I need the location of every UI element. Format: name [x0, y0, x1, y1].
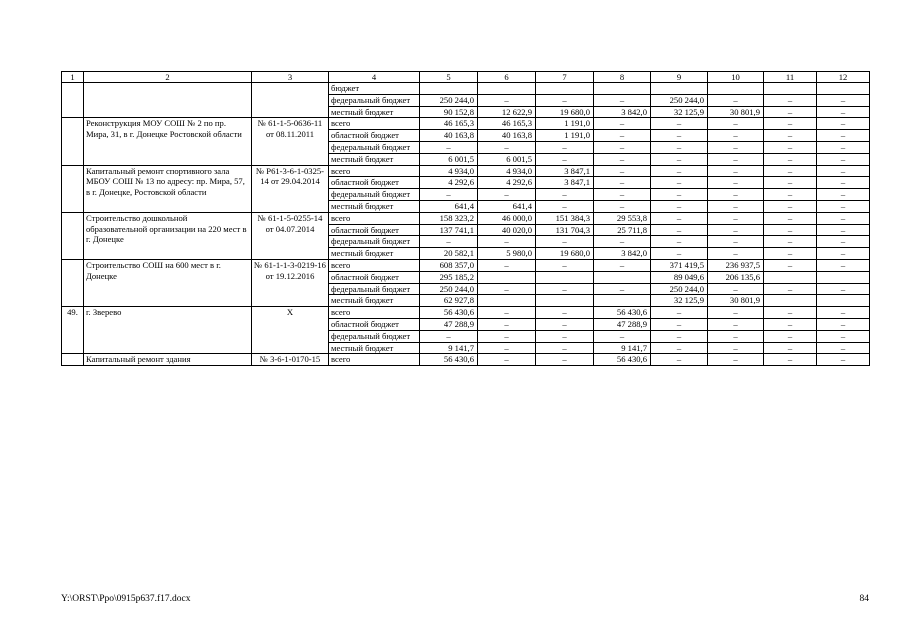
amount-cell: 3 842,0: [594, 106, 651, 118]
amount-cell: –: [478, 283, 536, 295]
amount-cell: –: [708, 94, 764, 106]
object-name-cell: [84, 83, 252, 118]
amount-cell: –: [594, 330, 651, 342]
document-number-cell: № 3-6-1-0170-15: [252, 354, 329, 366]
funding-source-cell: местный бюджет: [329, 295, 420, 307]
amount-cell: –: [764, 118, 817, 130]
amount-cell: 40 163,8: [420, 130, 478, 142]
table-row: [62, 307, 870, 319]
amount-cell: 6 001,5: [478, 153, 536, 165]
column-number-cell: 12: [817, 72, 870, 83]
amount-cell: –: [817, 212, 870, 224]
amount-cell: –: [708, 342, 764, 354]
amount-cell: [478, 83, 536, 95]
amount-cell: –: [478, 354, 536, 366]
amount-cell: –: [536, 236, 594, 248]
amount-cell: 25 711,8: [594, 224, 651, 236]
amount-cell: 3 847,1: [536, 177, 594, 189]
funding-source-cell: местный бюджет: [329, 153, 420, 165]
amount-cell: –: [651, 248, 708, 260]
amount-cell: [594, 271, 651, 283]
amount-cell: –: [817, 354, 870, 366]
amount-cell: –: [708, 283, 764, 295]
budget-table-sheet: [61, 71, 869, 366]
amount-cell: –: [708, 224, 764, 236]
amount-cell: –: [420, 189, 478, 201]
funding-source-cell: федеральный бюджет: [329, 330, 420, 342]
amount-cell: –: [651, 130, 708, 142]
amount-cell: –: [478, 141, 536, 153]
amount-cell: 4 292,6: [478, 177, 536, 189]
amount-cell: –: [594, 118, 651, 130]
amount-cell: –: [651, 165, 708, 177]
budget-table: [61, 71, 870, 366]
table-row: [62, 212, 870, 224]
document-number-cell: [252, 83, 329, 118]
funding-source-cell: всего: [329, 259, 420, 271]
amount-cell: 47 288,9: [420, 318, 478, 330]
amount-cell: –: [651, 236, 708, 248]
funding-source-cell: бюджет: [329, 83, 420, 95]
document-number-cell: № 61-1-5-0636-11 от 08.11.2011: [252, 118, 329, 165]
amount-cell: –: [708, 354, 764, 366]
amount-cell: –: [817, 236, 870, 248]
amount-cell: –: [420, 141, 478, 153]
amount-cell: –: [708, 330, 764, 342]
column-number-row: [62, 72, 870, 83]
amount-cell: 19 680,0: [536, 106, 594, 118]
object-name-cell: Капитальный ремонт здания: [84, 354, 252, 366]
amount-cell: –: [651, 224, 708, 236]
column-number-cell: 7: [536, 72, 594, 83]
amount-cell: –: [708, 200, 764, 212]
amount-cell: 206 135,6: [708, 271, 764, 283]
amount-cell: –: [708, 177, 764, 189]
amount-cell: –: [594, 153, 651, 165]
amount-cell: [536, 83, 594, 95]
amount-cell: 46 165,3: [420, 118, 478, 130]
column-number-cell: 11: [764, 72, 817, 83]
amount-cell: –: [478, 189, 536, 201]
amount-cell: 32 125,9: [651, 106, 708, 118]
amount-cell: –: [764, 318, 817, 330]
amount-cell: 9 141,7: [420, 342, 478, 354]
document-path: Y:\ORST\Ppo\0915p637.f17.docx: [61, 594, 191, 604]
amount-cell: –: [478, 330, 536, 342]
funding-source-cell: всего: [329, 118, 420, 130]
amount-cell: –: [817, 200, 870, 212]
amount-cell: –: [708, 141, 764, 153]
funding-source-cell: федеральный бюджет: [329, 141, 420, 153]
amount-cell: [764, 295, 817, 307]
amount-cell: 608 357,0: [420, 259, 478, 271]
amount-cell: 56 430,6: [420, 307, 478, 319]
amount-cell: –: [651, 153, 708, 165]
amount-cell: –: [764, 259, 817, 271]
amount-cell: –: [536, 200, 594, 212]
table-row: [62, 83, 870, 95]
amount-cell: –: [536, 141, 594, 153]
amount-cell: –: [594, 189, 651, 201]
amount-cell: –: [764, 283, 817, 295]
amount-cell: –: [594, 283, 651, 295]
amount-cell: –: [817, 153, 870, 165]
table-row: [62, 165, 870, 177]
amount-cell: –: [817, 177, 870, 189]
amount-cell: –: [708, 307, 764, 319]
amount-cell: –: [651, 354, 708, 366]
column-number-cell: 10: [708, 72, 764, 83]
amount-cell: 250 244,0: [651, 94, 708, 106]
document-number-cell: Х: [252, 307, 329, 354]
amount-cell: –: [478, 236, 536, 248]
amount-cell: 62 927,8: [420, 295, 478, 307]
amount-cell: –: [764, 224, 817, 236]
funding-source-cell: областной бюджет: [329, 130, 420, 142]
page-number: 84: [859, 594, 869, 604]
amount-cell: –: [708, 248, 764, 260]
item-number-cell: 49.: [62, 307, 84, 354]
amount-cell: 371 419,5: [651, 259, 708, 271]
amount-cell: –: [651, 118, 708, 130]
amount-cell: [478, 295, 536, 307]
column-number-cell: 1: [62, 72, 84, 83]
funding-source-cell: федеральный бюджет: [329, 283, 420, 295]
amount-cell: 56 430,6: [594, 307, 651, 319]
amount-cell: –: [764, 165, 817, 177]
amount-cell: –: [817, 165, 870, 177]
document-number-cell: № 61-1-1-3-0219-16 от 19.12.2016: [252, 259, 329, 306]
amount-cell: –: [536, 330, 594, 342]
funding-source-cell: местный бюджет: [329, 200, 420, 212]
amount-cell: 46 000,0: [478, 212, 536, 224]
amount-cell: [764, 83, 817, 95]
amount-cell: 6 001,5: [420, 153, 478, 165]
amount-cell: 12 622,9: [478, 106, 536, 118]
amount-cell: –: [536, 307, 594, 319]
amount-cell: –: [817, 259, 870, 271]
amount-cell: –: [764, 330, 817, 342]
amount-cell: –: [478, 307, 536, 319]
amount-cell: 89 049,6: [651, 271, 708, 283]
amount-cell: –: [708, 236, 764, 248]
amount-cell: 40 020,0: [478, 224, 536, 236]
amount-cell: –: [420, 330, 478, 342]
amount-cell: 641,4: [478, 200, 536, 212]
amount-cell: –: [817, 283, 870, 295]
amount-cell: –: [817, 330, 870, 342]
item-number-cell: [62, 212, 84, 259]
amount-cell: –: [817, 141, 870, 153]
amount-cell: –: [651, 200, 708, 212]
amount-cell: 250 244,0: [420, 94, 478, 106]
amount-cell: 29 553,8: [594, 212, 651, 224]
amount-cell: [420, 83, 478, 95]
item-number-cell: [62, 118, 84, 165]
amount-cell: –: [764, 236, 817, 248]
amount-cell: [817, 271, 870, 283]
item-number-cell: [62, 259, 84, 306]
column-number-cell: 2: [84, 72, 252, 83]
amount-cell: –: [594, 165, 651, 177]
amount-cell: –: [708, 118, 764, 130]
table-row: [62, 118, 870, 130]
amount-cell: 40 163,8: [478, 130, 536, 142]
amount-cell: –: [536, 259, 594, 271]
amount-cell: –: [817, 118, 870, 130]
funding-source-cell: федеральный бюджет: [329, 94, 420, 106]
table-body: [62, 72, 870, 366]
amount-cell: –: [536, 153, 594, 165]
amount-cell: 56 430,6: [594, 354, 651, 366]
amount-cell: 9 141,7: [594, 342, 651, 354]
amount-cell: 641,4: [420, 200, 478, 212]
amount-cell: –: [764, 130, 817, 142]
object-name-cell: Реконструкция МОУ СОШ № 2 по пр. Мира, 31, в г. Донецке Ростовской области: [84, 118, 252, 165]
amount-cell: –: [536, 283, 594, 295]
amount-cell: 250 244,0: [651, 283, 708, 295]
amount-cell: –: [764, 248, 817, 260]
amount-cell: –: [764, 177, 817, 189]
amount-cell: –: [817, 342, 870, 354]
amount-cell: –: [478, 259, 536, 271]
amount-cell: 1 191,0: [536, 130, 594, 142]
amount-cell: [817, 295, 870, 307]
funding-source-cell: федеральный бюджет: [329, 236, 420, 248]
amount-cell: 3 842,0: [594, 248, 651, 260]
amount-cell: –: [594, 130, 651, 142]
amount-cell: –: [708, 153, 764, 165]
amount-cell: –: [764, 200, 817, 212]
funding-source-cell: областной бюджет: [329, 224, 420, 236]
amount-cell: 32 125,9: [651, 295, 708, 307]
column-number-cell: 4: [329, 72, 420, 83]
amount-cell: 3 847,1: [536, 165, 594, 177]
amount-cell: –: [651, 342, 708, 354]
amount-cell: –: [651, 177, 708, 189]
amount-cell: –: [594, 141, 651, 153]
amount-cell: –: [764, 189, 817, 201]
amount-cell: [478, 271, 536, 283]
amount-cell: 1 191,0: [536, 118, 594, 130]
amount-cell: –: [817, 307, 870, 319]
funding-source-cell: местный бюджет: [329, 248, 420, 260]
funding-source-cell: областной бюджет: [329, 177, 420, 189]
amount-cell: –: [764, 153, 817, 165]
amount-cell: –: [764, 141, 817, 153]
amount-cell: –: [536, 94, 594, 106]
column-number-cell: 8: [594, 72, 651, 83]
object-name-cell: г. Зверево: [84, 307, 252, 354]
amount-cell: 19 680,0: [536, 248, 594, 260]
amount-cell: [651, 83, 708, 95]
amount-cell: –: [817, 94, 870, 106]
table-row: [62, 259, 870, 271]
funding-source-cell: всего: [329, 354, 420, 366]
amount-cell: 236 937,5: [708, 259, 764, 271]
amount-cell: [594, 83, 651, 95]
amount-cell: –: [420, 236, 478, 248]
funding-source-cell: местный бюджет: [329, 106, 420, 118]
object-name-cell: Строительство СОШ на 600 мест в г. Донецке: [84, 259, 252, 306]
amount-cell: –: [764, 106, 817, 118]
amount-cell: –: [594, 177, 651, 189]
amount-cell: –: [764, 212, 817, 224]
amount-cell: 158 323,2: [420, 212, 478, 224]
amount-cell: –: [764, 354, 817, 366]
amount-cell: –: [651, 189, 708, 201]
amount-cell: –: [764, 342, 817, 354]
amount-cell: 30 801,9: [708, 295, 764, 307]
amount-cell: –: [708, 165, 764, 177]
funding-source-cell: областной бюджет: [329, 318, 420, 330]
amount-cell: 4 934,0: [420, 165, 478, 177]
item-number-cell: [62, 354, 84, 366]
amount-cell: –: [651, 330, 708, 342]
amount-cell: –: [708, 189, 764, 201]
amount-cell: –: [478, 94, 536, 106]
funding-source-cell: областной бюджет: [329, 271, 420, 283]
amount-cell: [536, 271, 594, 283]
amount-cell: –: [536, 342, 594, 354]
amount-cell: 131 704,3: [536, 224, 594, 236]
table-row: [62, 354, 870, 366]
amount-cell: [764, 271, 817, 283]
amount-cell: 20 582,1: [420, 248, 478, 260]
amount-cell: –: [651, 141, 708, 153]
amount-cell: 90 152,8: [420, 106, 478, 118]
amount-cell: –: [651, 307, 708, 319]
item-number-cell: [62, 165, 84, 212]
funding-source-cell: всего: [329, 212, 420, 224]
amount-cell: –: [594, 200, 651, 212]
amount-cell: [817, 83, 870, 95]
amount-cell: 46 165,3: [478, 118, 536, 130]
amount-cell: 151 384,3: [536, 212, 594, 224]
amount-cell: –: [708, 130, 764, 142]
amount-cell: –: [594, 259, 651, 271]
amount-cell: –: [478, 318, 536, 330]
amount-cell: –: [708, 212, 764, 224]
amount-cell: –: [817, 189, 870, 201]
amount-cell: 5 980,0: [478, 248, 536, 260]
amount-cell: 295 185,2: [420, 271, 478, 283]
amount-cell: –: [651, 212, 708, 224]
amount-cell: 4 292,6: [420, 177, 478, 189]
column-number-cell: 9: [651, 72, 708, 83]
amount-cell: [536, 295, 594, 307]
document-number-cell: № 61-1-5-0255-14 от 04.07.2014: [252, 212, 329, 259]
amount-cell: –: [594, 94, 651, 106]
amount-cell: –: [536, 354, 594, 366]
amount-cell: 137 741,1: [420, 224, 478, 236]
amount-cell: [594, 295, 651, 307]
amount-cell: 56 430,6: [420, 354, 478, 366]
column-number-cell: 6: [478, 72, 536, 83]
funding-source-cell: местный бюджет: [329, 342, 420, 354]
amount-cell: 47 288,9: [594, 318, 651, 330]
amount-cell: –: [764, 94, 817, 106]
funding-source-cell: всего: [329, 307, 420, 319]
column-number-cell: 5: [420, 72, 478, 83]
object-name-cell: Капитальный ремонт спортивного зала МБОУ СОШ № 13 по адресу: пр. Мира, 57, в г. Донецке, Ростовской области: [84, 165, 252, 212]
amount-cell: –: [708, 318, 764, 330]
amount-cell: –: [817, 106, 870, 118]
amount-cell: –: [817, 318, 870, 330]
amount-cell: –: [536, 318, 594, 330]
object-name-cell: Строительство дошкольной образовательной организации на 220 мест в г. Донецке: [84, 212, 252, 259]
column-number-cell: 3: [252, 72, 329, 83]
funding-source-cell: федеральный бюджет: [329, 189, 420, 201]
amount-cell: 250 244,0: [420, 283, 478, 295]
amount-cell: –: [478, 342, 536, 354]
amount-cell: [708, 83, 764, 95]
document-number-cell: № Р61-3-6-1-0325-14 от 29.04.2014: [252, 165, 329, 212]
amount-cell: –: [651, 318, 708, 330]
amount-cell: –: [764, 307, 817, 319]
amount-cell: –: [817, 130, 870, 142]
amount-cell: –: [817, 248, 870, 260]
item-number-cell: [62, 83, 84, 118]
amount-cell: –: [594, 236, 651, 248]
amount-cell: –: [536, 189, 594, 201]
amount-cell: 30 801,9: [708, 106, 764, 118]
amount-cell: –: [817, 224, 870, 236]
funding-source-cell: всего: [329, 165, 420, 177]
amount-cell: 4 934,0: [478, 165, 536, 177]
